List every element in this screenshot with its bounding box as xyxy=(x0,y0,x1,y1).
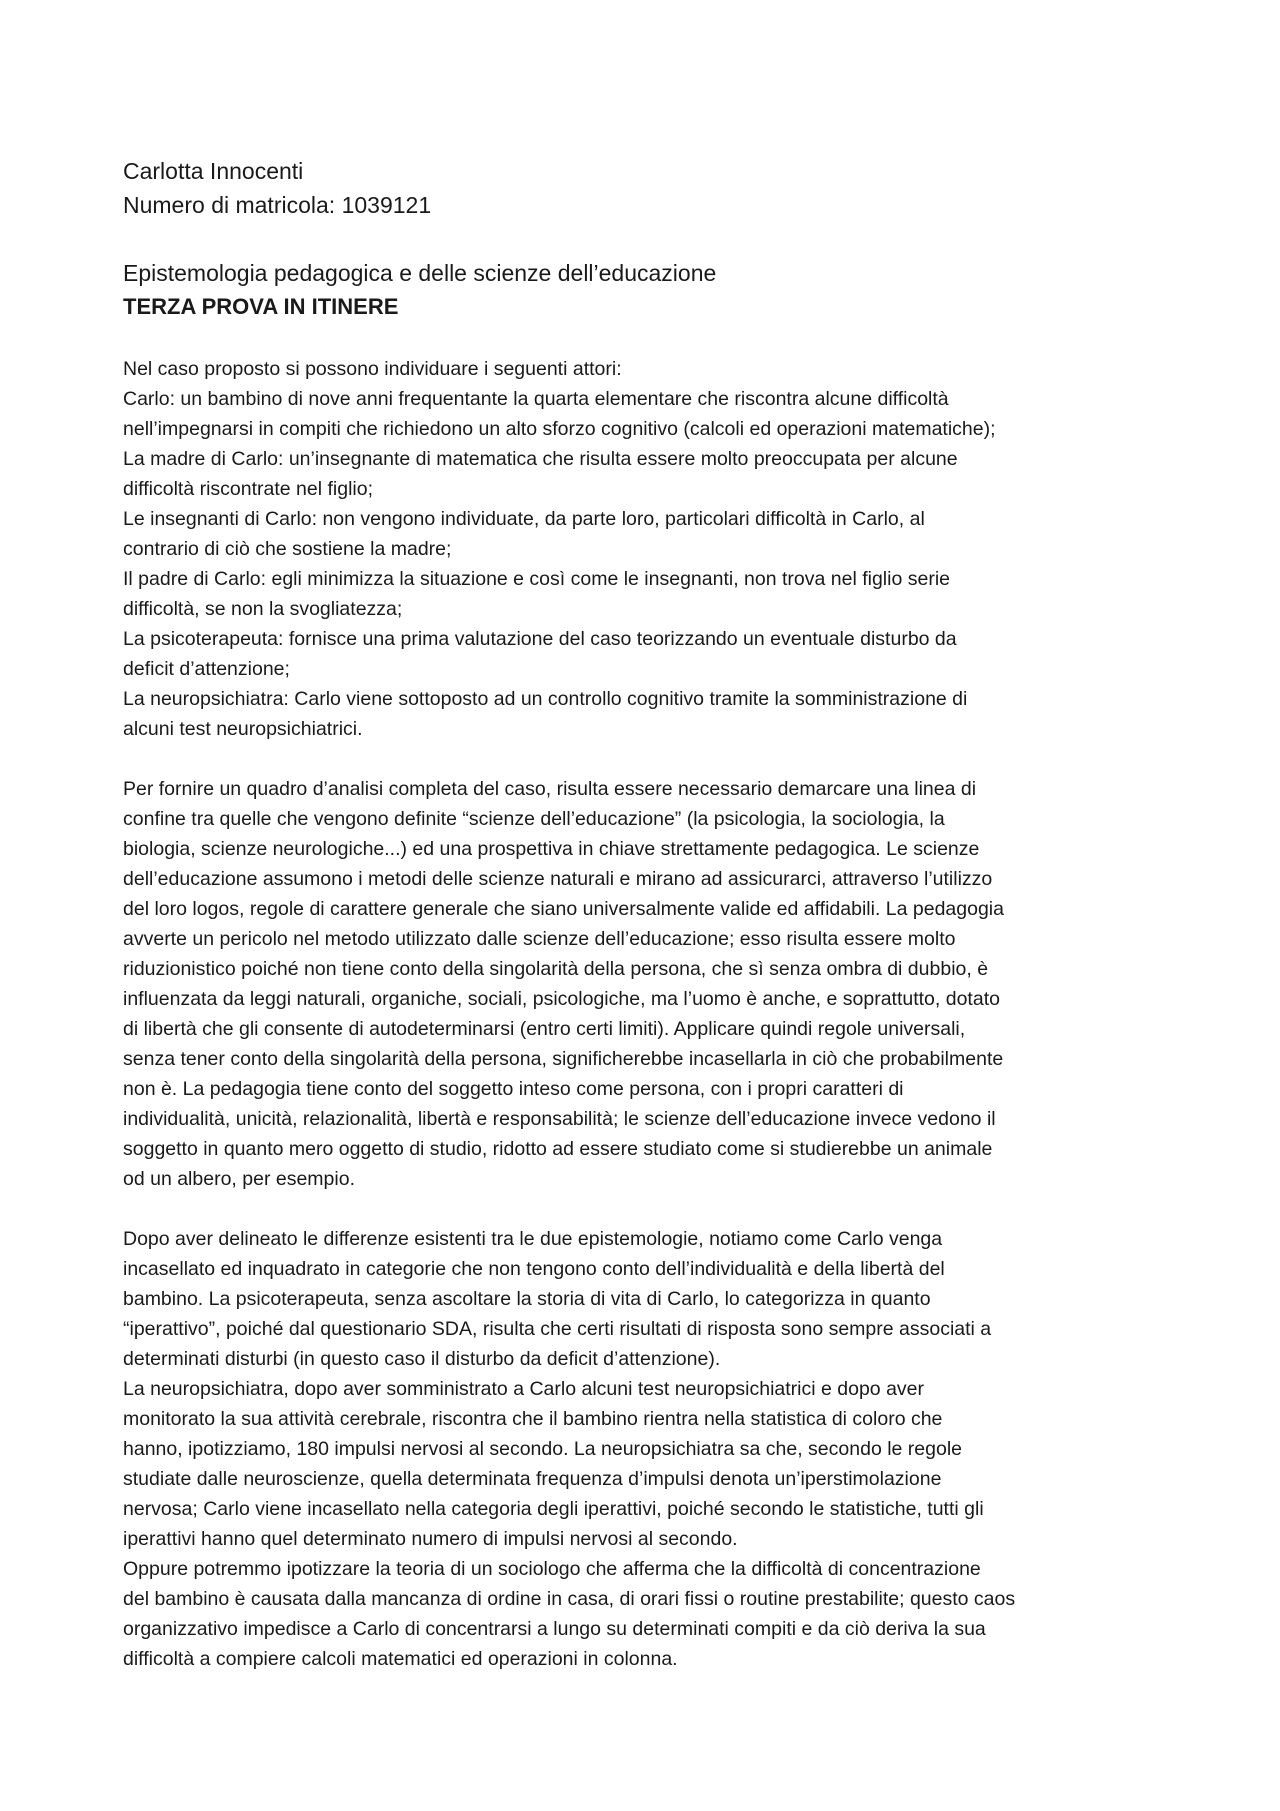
course-title: Epistemologia pedagogica e delle scienze dell’educazione xyxy=(123,260,717,286)
text-line: difficoltà, se non la svogliatezza; xyxy=(123,598,403,620)
text-line: La madre di Carlo: un’insegnante di matematica che risulta essere molto preoccupata per alcune xyxy=(123,448,958,470)
text-line: alcuni test neuropsichiatrici. xyxy=(123,718,363,740)
text-line: incasellato ed inquadrato in categorie che non tengono conto dell’individualità e della libertà del xyxy=(123,1258,945,1280)
paragraph-epistemology xyxy=(123,774,1168,1194)
text-line: dell’educazione assumono i metodi delle scienze naturali e mirano ad assicurarci, attraverso l’utilizzo xyxy=(123,868,993,890)
text-line: monitorato la sua attività cerebrale, riscontra che il bambino rientra nella statistica di coloro che xyxy=(123,1408,943,1430)
title-block xyxy=(123,256,1168,324)
text-line: del bambino è causata dalla mancanza di ordine in casa, di orari fissi o routine prestabilite; questo caos xyxy=(123,1588,1016,1610)
text-line: La psicoterapeuta: fornisce una prima valutazione del caso teorizzando un eventuale disturbo da xyxy=(123,628,957,650)
document-page xyxy=(123,154,1168,1674)
exam-title: TERZA PROVA IN ITINERE xyxy=(123,294,399,319)
text-line: biologia, scienze neurologiche...) ed una prospettiva in chiave strettamente pedagogica. Le scienze xyxy=(123,838,980,860)
text-line: influenzata da leggi naturali, organiche, sociali, psicologiche, ma l’uomo è anche, e soprattutto, dotato xyxy=(123,988,1000,1010)
text-line: del loro logos, regole di carattere generale che siano universalmente valide ed affidabili. La pedagogia xyxy=(123,898,1004,920)
text-line: hanno, ipotizziamo, 180 impulsi nervosi al secondo. La neuropsichiatra sa che, secondo le regole xyxy=(123,1438,963,1460)
text-line: La neuropsichiatra, dopo aver somministrato a Carlo alcuni test neuropsichiatrici e dopo aver xyxy=(123,1378,925,1400)
paragraph-analysis xyxy=(123,1224,1168,1674)
author-name: Carlotta Innocenti xyxy=(123,158,304,184)
text-line: avverte un pericolo nel metodo utilizzato dalle scienze dell’educazione; esso risulta essere molto xyxy=(123,928,956,950)
text-line: studiate dalle neuroscienze, quella determinata frequenza d’impulsi denota un’iperstimolazione xyxy=(123,1468,942,1490)
text-line: contrario di ciò che sostiene la madre; xyxy=(123,538,452,560)
text-line: di libertà che gli consente di autodeterminarsi (entro certi limiti). Applicare quindi regole universali, xyxy=(123,1018,966,1040)
text-line: iperattivi hanno quel determinato numero di impulsi nervosi al secondo. xyxy=(123,1528,738,1550)
text-line: La neuropsichiatra: Carlo viene sottoposto ad un controllo cognitivo tramite la somministrazione di xyxy=(123,688,968,710)
text-line: Per fornire un quadro d’analisi completa del caso, risulta essere necessario demarcare una linea di xyxy=(123,778,977,800)
text-line: deficit d’attenzione; xyxy=(123,658,290,680)
text-line: bambino. La psicoterapeuta, senza ascoltare la storia di vita di Carlo, lo categorizza in quanto xyxy=(123,1288,931,1310)
text-line: od un albero, per esempio. xyxy=(123,1168,355,1190)
text-line: nell’impegnarsi in compiti che richiedono un alto sforzo cognitivo (calcoli ed operazioni matematiche); xyxy=(123,418,996,440)
student-id: Numero di matricola: 1039121 xyxy=(123,192,432,218)
text-line: difficoltà a compiere calcoli matematici ed operazioni in colonna. xyxy=(123,1648,678,1670)
text-line: non è. La pedagogia tiene conto del soggetto inteso come persona, con i propri caratteri di xyxy=(123,1078,904,1100)
text-line: difficoltà riscontrate nel figlio; xyxy=(123,478,374,500)
text-line: Carlo: un bambino di nove anni frequentante la quarta elementare che riscontra alcune difficoltà xyxy=(123,388,949,410)
text-line: individualità, unicità, relazionalità, libertà e responsabilità; le scienze dell’educazione invece vedono il xyxy=(123,1108,996,1130)
text-line: Le insegnanti di Carlo: non vengono individuate, da parte loro, particolari difficoltà in Carlo, al xyxy=(123,508,925,530)
text-line: Nel caso proposto si possono individuare i seguenti attori: xyxy=(123,358,622,380)
text-line: Dopo aver delineato le differenze esistenti tra le due epistemologie, notiamo come Carlo venga xyxy=(123,1228,943,1250)
text-line: organizzativo impedisce a Carlo di concentrarsi a lungo su determinati compiti e da ciò deriva la sua xyxy=(123,1618,986,1640)
text-line: nervosa; Carlo viene incasellato nella categoria degli iperattivi, poiché secondo le statistiche, tutti gli xyxy=(123,1498,984,1520)
text-line: Il padre di Carlo: egli minimizza la situazione e così come le insegnanti, non trova nel figlio serie xyxy=(123,568,950,590)
text-line: riduzionistico poiché non tiene conto della singolarità della persona, che sì senza ombra di dubbio, è xyxy=(123,958,989,980)
text-line: soggetto in quanto mero oggetto di studio, ridotto ad essere studiato come si studierebbe un animale xyxy=(123,1138,993,1160)
text-line: “iperattivo”, poiché dal questionario SDA, risulta che certi risultati di risposta sono sempre associati a xyxy=(123,1318,992,1340)
text-line: determinati disturbi (in questo caso il disturbo da deficit d’attenzione). xyxy=(123,1348,721,1370)
text-line: senza tener conto della singolarità della persona, significherebbe incasellarla in ciò che probabilmente xyxy=(123,1048,1004,1070)
text-line: confine tra quelle che vengono definite “scienze dell’educazione” (la psicologia, la sociologia, la xyxy=(123,808,945,830)
text-line: Oppure potremmo ipotizzare la teoria di un sociologo che afferma che la difficoltà di concentrazione xyxy=(123,1558,981,1580)
paragraph-actors xyxy=(123,354,1168,744)
